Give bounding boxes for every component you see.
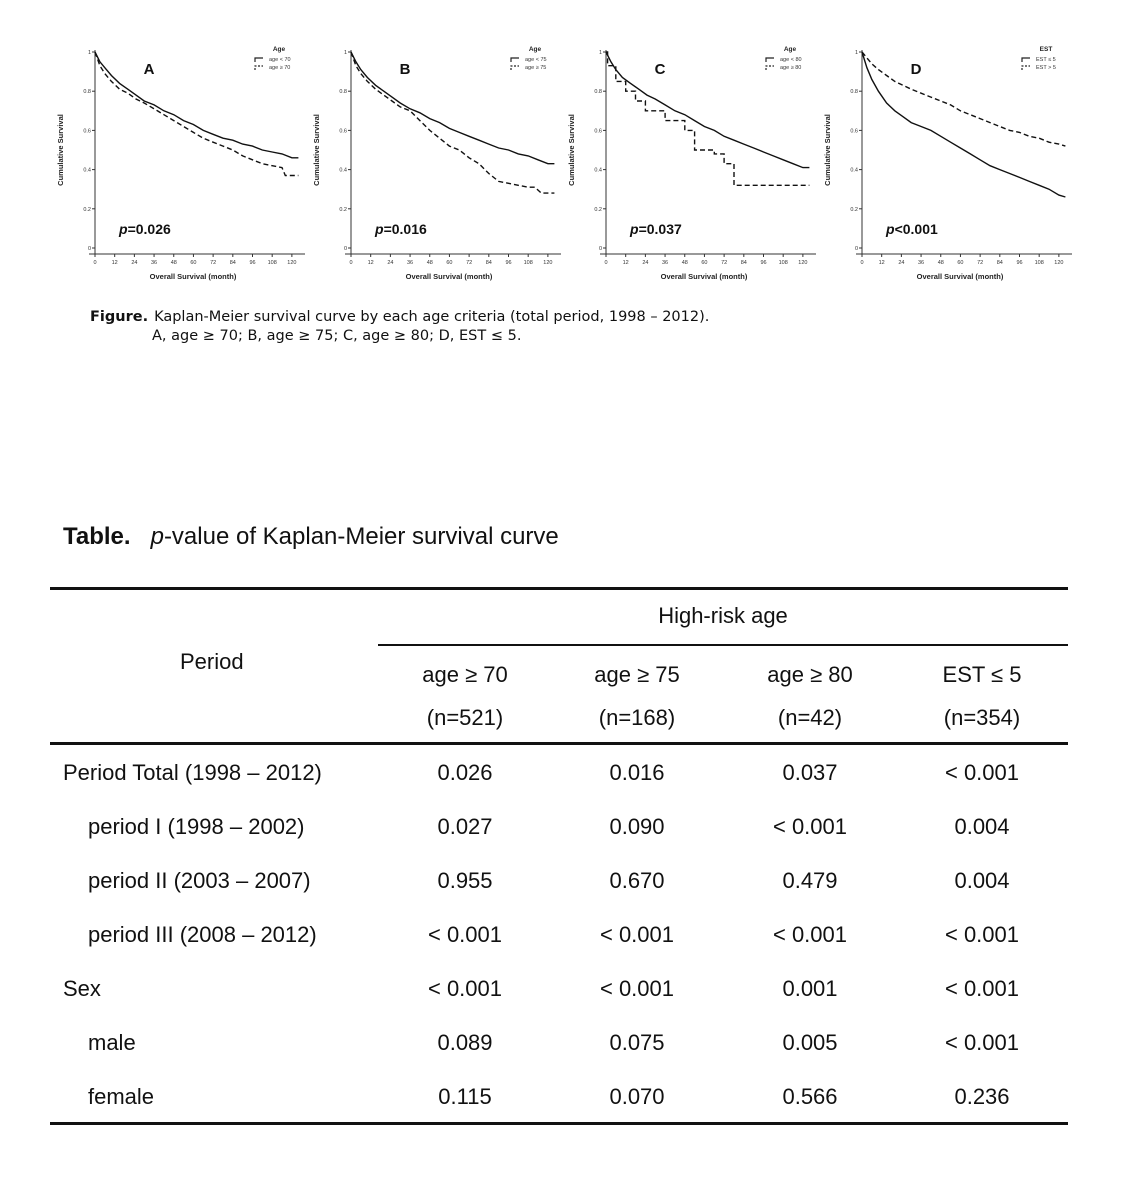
table-cell: 0.004 (954, 814, 1010, 839)
x-tick-label: 36 (662, 260, 669, 266)
legend-title: Age (272, 46, 286, 53)
legend-swatch (511, 66, 519, 70)
y-tick-label: 0.4 (339, 167, 347, 174)
y-tick-label: 0 (598, 246, 602, 252)
y-tick-label: 1 (343, 50, 347, 56)
x-tick-label: 12 (878, 260, 885, 266)
table-cell: 0.670 (609, 868, 665, 893)
row-label: period II (2003 – 2007) (88, 868, 311, 893)
table-cell: 0.001 (782, 976, 838, 1001)
table-cell: < 0.001 (599, 922, 674, 947)
y-tick-label: 0.8 (594, 89, 602, 96)
column-n-3: (n=354) (943, 705, 1021, 730)
x-tick-label: 72 (210, 260, 217, 266)
x-tick-label: 72 (977, 260, 984, 266)
km-figure (0, 0, 1122, 300)
x-tick-label: 48 (937, 260, 944, 266)
survival-curve-dashed (606, 52, 809, 185)
y-tick-label: 0.4 (850, 167, 858, 174)
group-header: High-risk age (658, 603, 788, 628)
table-cell: 0.089 (437, 1030, 493, 1055)
table-cell: 0.016 (609, 760, 665, 785)
y-axis-label: Cumulative Survival (56, 114, 65, 186)
table-cell: < 0.001 (772, 814, 847, 839)
table-title-p: p (150, 523, 164, 550)
column-n-0: (n=521) (426, 705, 504, 730)
x-tick-label: 108 (523, 260, 533, 266)
y-tick-label: 0.2 (850, 206, 858, 213)
table-cell: < 0.001 (944, 760, 1019, 785)
survival-curve-solid (351, 52, 554, 164)
table-cell: < 0.001 (427, 922, 502, 947)
legend-swatch (1022, 66, 1030, 70)
x-tick-label: 120 (543, 260, 553, 266)
survival-curve-dashed (351, 52, 554, 193)
row-label: Sex (63, 976, 101, 1001)
row-label: period I (1998 – 2002) (88, 814, 305, 839)
x-tick-label: 96 (1016, 260, 1023, 266)
row-label: male (88, 1030, 136, 1055)
table-cell: 0.075 (609, 1030, 665, 1055)
y-tick-label: 0.6 (339, 128, 347, 135)
y-axis-label: Cumulative Survival (567, 114, 576, 186)
p-value-text: =0.016 (383, 221, 427, 237)
x-axis-label: Overall Survival (month) (149, 272, 237, 281)
x-tick-label: 36 (918, 260, 925, 266)
y-tick-label: 1 (854, 50, 858, 56)
y-tick-label: 0.2 (83, 206, 91, 213)
legend-swatch (255, 58, 263, 62)
table-cell: < 0.001 (944, 1030, 1019, 1055)
x-tick-label: 60 (701, 260, 708, 266)
x-tick-label: 48 (426, 260, 433, 266)
x-tick-label: 72 (721, 260, 728, 266)
x-tick-label: 60 (446, 260, 453, 266)
column-header-2: age ≥ 80 (767, 662, 853, 687)
survival-curve-solid (862, 52, 1065, 197)
table-cell: 0.026 (437, 760, 493, 785)
legend-entry: age ≥ 80 (780, 65, 802, 71)
x-tick-label: 24 (642, 260, 649, 266)
x-tick-label: 120 (287, 260, 297, 266)
x-axis-label: Overall Survival (month) (916, 272, 1004, 281)
p-value-text: =0.037 (638, 221, 682, 237)
panel-letter: C (654, 61, 666, 78)
table-cell: 0.005 (782, 1030, 838, 1055)
x-tick-label: 12 (622, 260, 629, 266)
legend-entry: age ≥ 75 (525, 65, 547, 71)
x-tick-label: 108 (778, 260, 788, 266)
y-tick-label: 0.2 (594, 206, 602, 213)
panel-letter: D (910, 61, 922, 78)
y-tick-label: 1 (598, 50, 602, 56)
y-tick-label: 0.4 (594, 167, 602, 174)
x-tick-label: 0 (349, 260, 353, 266)
p-value-annotation (629, 221, 682, 237)
table-cell: 0.479 (782, 868, 838, 893)
x-tick-label: 0 (860, 260, 864, 266)
y-tick-label: 0.8 (850, 89, 858, 96)
legend-swatch (766, 66, 774, 70)
x-tick-label: 72 (466, 260, 473, 266)
table-title-text: -value of Kaplan-Meier survival curve (163, 523, 559, 550)
table-title (63, 523, 559, 551)
group-rule (378, 644, 1068, 646)
y-tick-label: 0.4 (83, 167, 91, 174)
legend-swatch (1022, 58, 1030, 62)
panel-letter: B (399, 61, 411, 78)
y-tick-label: 0.6 (83, 128, 91, 135)
x-tick-label: 36 (407, 260, 414, 266)
x-tick-label: 84 (229, 260, 236, 266)
x-tick-label: 24 (131, 260, 138, 266)
caption-line2: A, age ≥ 70; B, age ≥ 75; C, age ≥ 80; D, EST ≤ 5. (152, 328, 522, 344)
p-value-prefix: p (375, 221, 384, 237)
x-tick-label: 0 (604, 260, 608, 266)
table-cell: 0.566 (782, 1084, 838, 1109)
x-axis-label: Overall Survival (month) (405, 272, 493, 281)
column-n-1: (n=168) (598, 705, 676, 730)
y-tick-label: 0 (87, 246, 91, 252)
y-tick-label: 0.2 (339, 206, 347, 213)
table-cell: 0.090 (609, 814, 665, 839)
legend-entry: EST ≤ 5 (1036, 57, 1056, 63)
x-tick-label: 96 (505, 260, 512, 266)
table-cell: < 0.001 (427, 976, 502, 1001)
x-tick-label: 120 (1054, 260, 1064, 266)
x-tick-label: 0 (93, 260, 97, 266)
y-tick-label: 0.8 (339, 89, 347, 96)
row-label: period III (2008 – 2012) (88, 922, 317, 947)
x-tick-label: 48 (681, 260, 688, 266)
column-header-3: EST ≤ 5 (942, 662, 1022, 687)
table-cell: 0.004 (954, 868, 1010, 893)
table-bottom-rule (50, 1122, 1068, 1125)
table-cell: 0.070 (609, 1084, 665, 1109)
x-tick-label: 48 (170, 260, 177, 266)
y-tick-label: 0 (343, 246, 347, 252)
x-tick-label: 84 (740, 260, 747, 266)
p-value-annotation (885, 221, 938, 237)
x-tick-label: 12 (111, 260, 118, 266)
caption-label: Figure. (90, 309, 149, 325)
x-tick-label: 108 (1034, 260, 1044, 266)
table-cell: 0.037 (782, 760, 838, 785)
p-value-prefix: p (886, 221, 895, 237)
x-axis-label: Overall Survival (month) (660, 272, 748, 281)
x-tick-label: 24 (898, 260, 905, 266)
y-tick-label: 0 (854, 246, 858, 252)
table-cell: < 0.001 (944, 976, 1019, 1001)
table-title-label: Table. (63, 523, 131, 550)
survival-curve-dashed (95, 52, 298, 176)
legend-title: Age (783, 46, 797, 53)
p-value-text: =0.026 (127, 221, 171, 237)
x-tick-label: 120 (798, 260, 808, 266)
p-value-annotation (374, 221, 427, 237)
y-tick-label: 0.8 (83, 89, 91, 96)
p-value-prefix: p (630, 221, 639, 237)
legend-swatch (255, 66, 263, 70)
table-cell: < 0.001 (772, 922, 847, 947)
legend-entry: age < 80 (780, 57, 802, 63)
table-cell: 0.955 (437, 868, 493, 893)
table-cell: 0.236 (954, 1084, 1010, 1109)
table-cell: < 0.001 (599, 976, 674, 1001)
table-cell: 0.027 (437, 814, 493, 839)
legend-entry: age < 70 (269, 57, 291, 63)
row-label: Period Total (1998 – 2012) (63, 760, 322, 785)
x-tick-label: 96 (760, 260, 767, 266)
x-tick-label: 36 (151, 260, 158, 266)
figure-caption (90, 308, 709, 346)
p-value-text: <0.001 (894, 221, 938, 237)
caption-text: Kaplan-Meier survival curve by each age criteria (total period, 1998 – 2012). (154, 309, 710, 325)
p-value-prefix: p (119, 221, 128, 237)
y-tick-label: 1 (87, 50, 91, 56)
survival-curve-dashed (862, 52, 1065, 146)
row-label: female (88, 1084, 155, 1109)
legend-swatch (766, 58, 774, 62)
survival-curve-solid (606, 52, 809, 168)
header-bottom-rule (50, 742, 1068, 745)
y-tick-label: 0.6 (594, 128, 602, 135)
table-cell: 0.115 (438, 1084, 492, 1109)
x-tick-label: 24 (387, 260, 394, 266)
legend-title: EST (1039, 46, 1053, 53)
y-tick-label: 0.6 (850, 128, 858, 135)
x-tick-label: 60 (957, 260, 964, 266)
table-cell: < 0.001 (944, 922, 1019, 947)
column-header-1: age ≥ 75 (594, 662, 680, 687)
period-header: Period (180, 649, 244, 674)
legend-entry: age ≥ 70 (269, 65, 291, 71)
x-tick-label: 84 (996, 260, 1003, 266)
legend-title: Age (528, 46, 542, 53)
y-axis-label: Cumulative Survival (823, 114, 832, 186)
x-tick-label: 60 (190, 260, 197, 266)
column-header-0: age ≥ 70 (422, 662, 508, 687)
survival-curve-solid (95, 52, 298, 158)
x-tick-label: 96 (249, 260, 256, 266)
panel-letter: A (143, 61, 155, 78)
legend-entry: age < 75 (525, 57, 547, 63)
legend-entry: EST > 5 (1036, 65, 1056, 71)
column-n-2: (n=42) (777, 705, 843, 730)
x-tick-label: 84 (485, 260, 492, 266)
legend-swatch (511, 58, 519, 62)
y-axis-label: Cumulative Survival (312, 114, 321, 186)
x-tick-label: 12 (367, 260, 374, 266)
x-tick-label: 108 (267, 260, 277, 266)
p-value-annotation (118, 221, 171, 237)
table-top-rule (50, 587, 1068, 590)
